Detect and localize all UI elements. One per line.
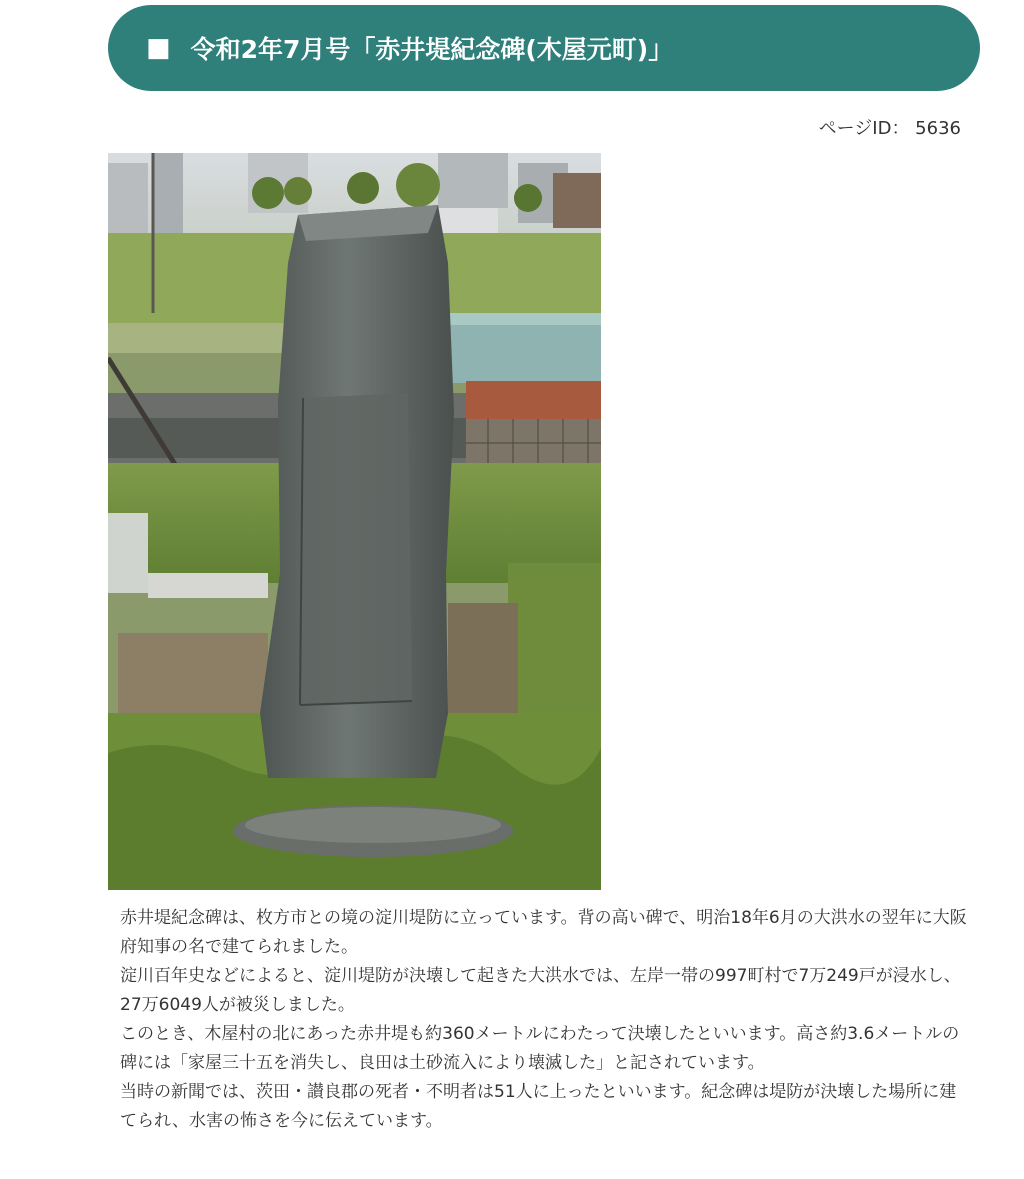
page-title: 令和2年7月号「赤井堤紀念碑(木屋元町)」 [190,35,674,64]
paragraph-2: 淀川百年史などによると、淀川堤防が決壊して起きた大洪水では、左岸一帯の997町村で7万249戸が浸水し、27万6049人が被災しました。 [120,966,961,1015]
monument-photo-illustration [108,153,601,890]
article-body [120,904,970,1136]
paragraph-4: 当時の新聞では、茨田・讃良郡の死者・不明者は51人に上ったといいます。紀念碑は堤防が決壊した場所に建てられ、水害の怖さを今に伝えています。 [120,1082,957,1131]
page-title-banner [108,5,980,91]
square-bullet-icon: ■ [146,33,171,63]
paragraph-1: 赤井堤紀念碑は、枚方市との境の淀川堤防に立っています。背の高い碑で、明治18年6月の大洪水の翌年に大阪府知事の名で建てられました。 [120,908,967,957]
monument-photo [108,153,601,890]
paragraph-3: このとき、木屋村の北にあった赤井堤も約360メートルにわたって決壊したといいます。高さ約3.6メートルの碑には「家屋三十五を消失し、良田は土砂流入により壊滅した」と記されています。 [120,1024,960,1073]
page-id-label: ページID： 5636 [818,118,961,139]
